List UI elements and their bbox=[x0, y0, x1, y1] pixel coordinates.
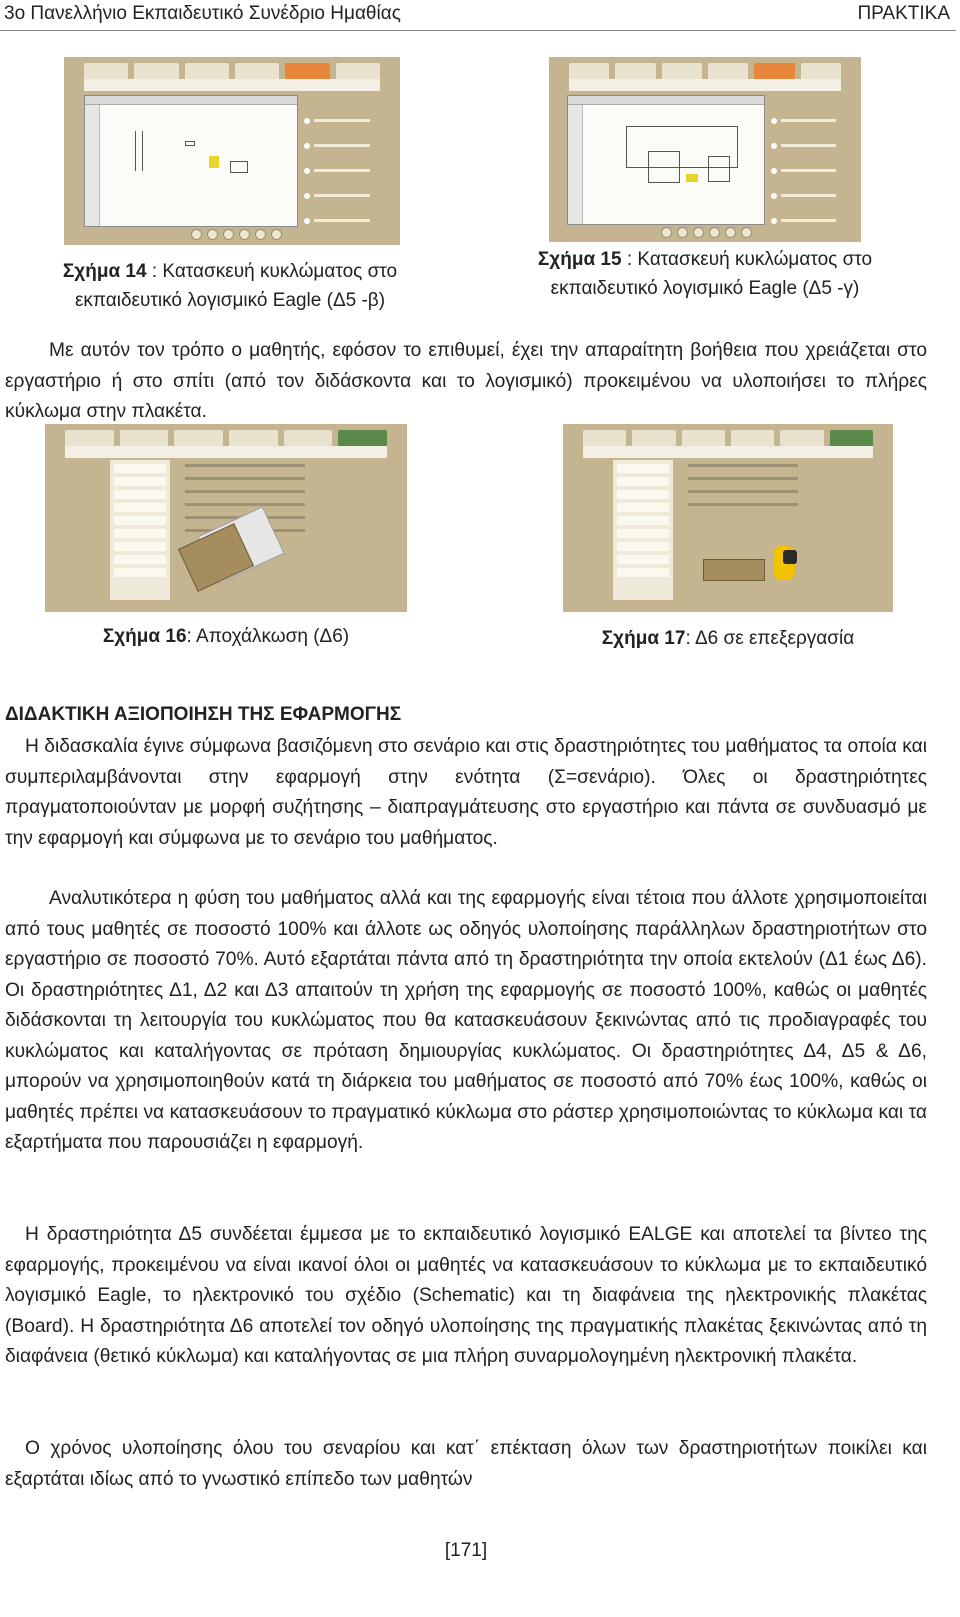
video-controls bbox=[191, 229, 282, 240]
figure-label: Σχήμα 17 bbox=[601, 628, 686, 649]
body-paragraph: Η δραστηριότητα Δ5 συνδέεται έμμεσα με το εκπαιδευτικό λογισμικό EALGE και αποτελεί τα βίντεο της εφαρμογής, προκειμένου να είναι ικανοί όλοι οι μαθητές να κατασκευάσουν το κύκλωμα με το εκπαιδευτικό λογισμικό Eagle, το ηλεκτρονικό του σχέδιο (Schematic) και τη διαφάνεια της ηλεκτρονικής πλακέτας (Board). Η δραστηριότητα Δ6 αποτελεί τον οδηγό υλοποίησης της πραγματικής πλακέτας ξεκινώντας από τη διαφάνεια (θετικό κύκλωμα) και καταλήγοντας σε μια πλήρη συναρμολογημένη ηλεκτρονική πλακέτα. bbox=[5, 1224, 927, 1367]
caption-text: εκπαιδευτικό λογισμικό Eagle (Δ5 -β) bbox=[74, 289, 386, 311]
app-tabs bbox=[583, 430, 873, 446]
pcb-board bbox=[703, 559, 765, 581]
caption-text: : Δ6 σε επεξεργασία bbox=[685, 628, 855, 649]
app-title-bar bbox=[569, 79, 841, 91]
eagle-window bbox=[567, 95, 765, 225]
figure-14-image bbox=[64, 57, 400, 245]
figure-label: Σχήμα 16 bbox=[102, 626, 187, 647]
figure-14-caption bbox=[30, 258, 430, 315]
figure-16-image bbox=[45, 424, 407, 612]
running-header bbox=[0, 0, 956, 31]
component-chip bbox=[686, 174, 698, 182]
body-paragraph: Η διδασκαλία έγινε σύμφωνα βασιζόμενη στο σενάριο και στις δραστηριότητες του μαθήματος τα οποία και συμπεριλαμβάνονται στην εφαρμογή στην ενότητα (Σ=σενάριο). Όλες οι δραστηριότητες πραγματοποιούνταν με μορφή συζήτησης – διαπραγμάτευσης στο εργαστήριο και πάντα σε συνδυασμό με την εφαρμογή και σύμφωνα με το σενάριο του μαθήματος. bbox=[5, 736, 927, 849]
figure-15-caption bbox=[505, 246, 905, 303]
figure-16-caption bbox=[45, 623, 407, 652]
caption-text: : Αποχάλκωση (Δ6) bbox=[186, 626, 350, 647]
activity-menu bbox=[110, 460, 170, 600]
figure-15-image bbox=[549, 57, 861, 242]
video-controls bbox=[661, 227, 752, 238]
app-title-bar bbox=[583, 446, 873, 458]
figure-17-caption bbox=[563, 625, 893, 654]
page-number: [171] bbox=[444, 1540, 488, 1561]
caption-text: : Κατασκευή κυκλώματος στο bbox=[146, 261, 398, 282]
figure-17-image bbox=[563, 424, 893, 612]
section-heading: ΔΙΔΑΚΤΙΚΗ ΑΞΙΟΠΟΙΗΣΗ ΤΗΣ ΕΦΑΡΜΟΓΗΣ bbox=[5, 704, 402, 725]
figure-label: Σχήμα 14 bbox=[62, 261, 147, 282]
app-tabs bbox=[569, 63, 841, 79]
header-conference-title: 3ο Πανελλήνιο Εκπαιδευτικό Συνέδριο Ημαθίας bbox=[4, 3, 401, 24]
eagle-window bbox=[84, 95, 298, 227]
app-title-bar bbox=[65, 446, 387, 458]
instructions-text bbox=[688, 464, 798, 516]
app-tabs bbox=[84, 63, 380, 79]
video-steps-list bbox=[304, 115, 384, 240]
activity-menu bbox=[613, 460, 673, 600]
video-steps-list bbox=[771, 115, 849, 240]
body-paragraph: Αναλυτικότερα η φύση του μαθήματος αλλά και της εφαρμογής είναι τέτοια που άλλοτε χρησιμοποιείται από τους μαθητές σε ποσοστό 100% και άλλοτε ως οδηγός υλοποίησης παράλληλων δραστηριοτήτων στο εργαστήριο σε ποσοστό 70%. Αυτό εξαρτάται πάντα από τη δραστηριότητα την οποία εκτελούν (Δ1 έως Δ6). Οι δραστηριότητες Δ1, Δ2 και Δ3 απαιτούν τη χρήση της εφαρμογής σε ποσοστό 100%, καθώς οι μαθητές διδάσκονται τη λειτουργία του κυκλώματος που θα κατασκευάσουν ξεκινώντας από τις προδιαγραφές του κυκλώματος και καταλήγοντας σε πρόταση δημιουργίας κυκλώματος. Οι δραστηριότητες Δ4, Δ5 & Δ6, μπορούν να χρησιμοποιηθούν κατά τη διάρκεια του μαθήματος σε ποσοστό από 70% έως 100%, καθώς οι μαθητές πρέπει να κατασκευάσουν το πραγματικό κύκλωμα στο ράστερ χρησιμοποιώντας το κύκλωμα και τα εξαρτήματα που παρουσιάζει η εφαρμογή. bbox=[5, 888, 927, 1153]
app-tabs bbox=[65, 430, 387, 446]
app-title-bar bbox=[84, 79, 380, 91]
header-section-label: ΠΡΑΚΤΙΚΑ bbox=[857, 3, 950, 24]
figure-label: Σχήμα 15 bbox=[537, 249, 622, 270]
caption-text: : Κατασκευή κυκλώματος στο bbox=[621, 249, 873, 270]
intro-paragraph: Με αυτόν τον τρόπο ο μαθητής, εφόσον το επιθυμεί, έχει την απαραίτητη βοήθεια που χρειάζεται στο εργαστήριο ή στο σπίτι (από τον διδάσκοντα και το λογισμικό) προκειμένου να υλοποιήσει το πλήρες κύκλωμα στην πλακέτα. bbox=[5, 340, 927, 422]
body-paragraph: Ο χρόνος υλοποίησης όλου του σεναρίου και κατ΄ επέκταση όλων των δραστηριοτήτων ποικίλει και εξαρτάται ιδίως από το γνωστικό επίπεδο των μαθητών bbox=[5, 1438, 927, 1490]
caption-text: εκπαιδευτικό λογισμικό Eagle (Δ5 -γ) bbox=[550, 277, 860, 299]
component-chip bbox=[209, 156, 219, 168]
